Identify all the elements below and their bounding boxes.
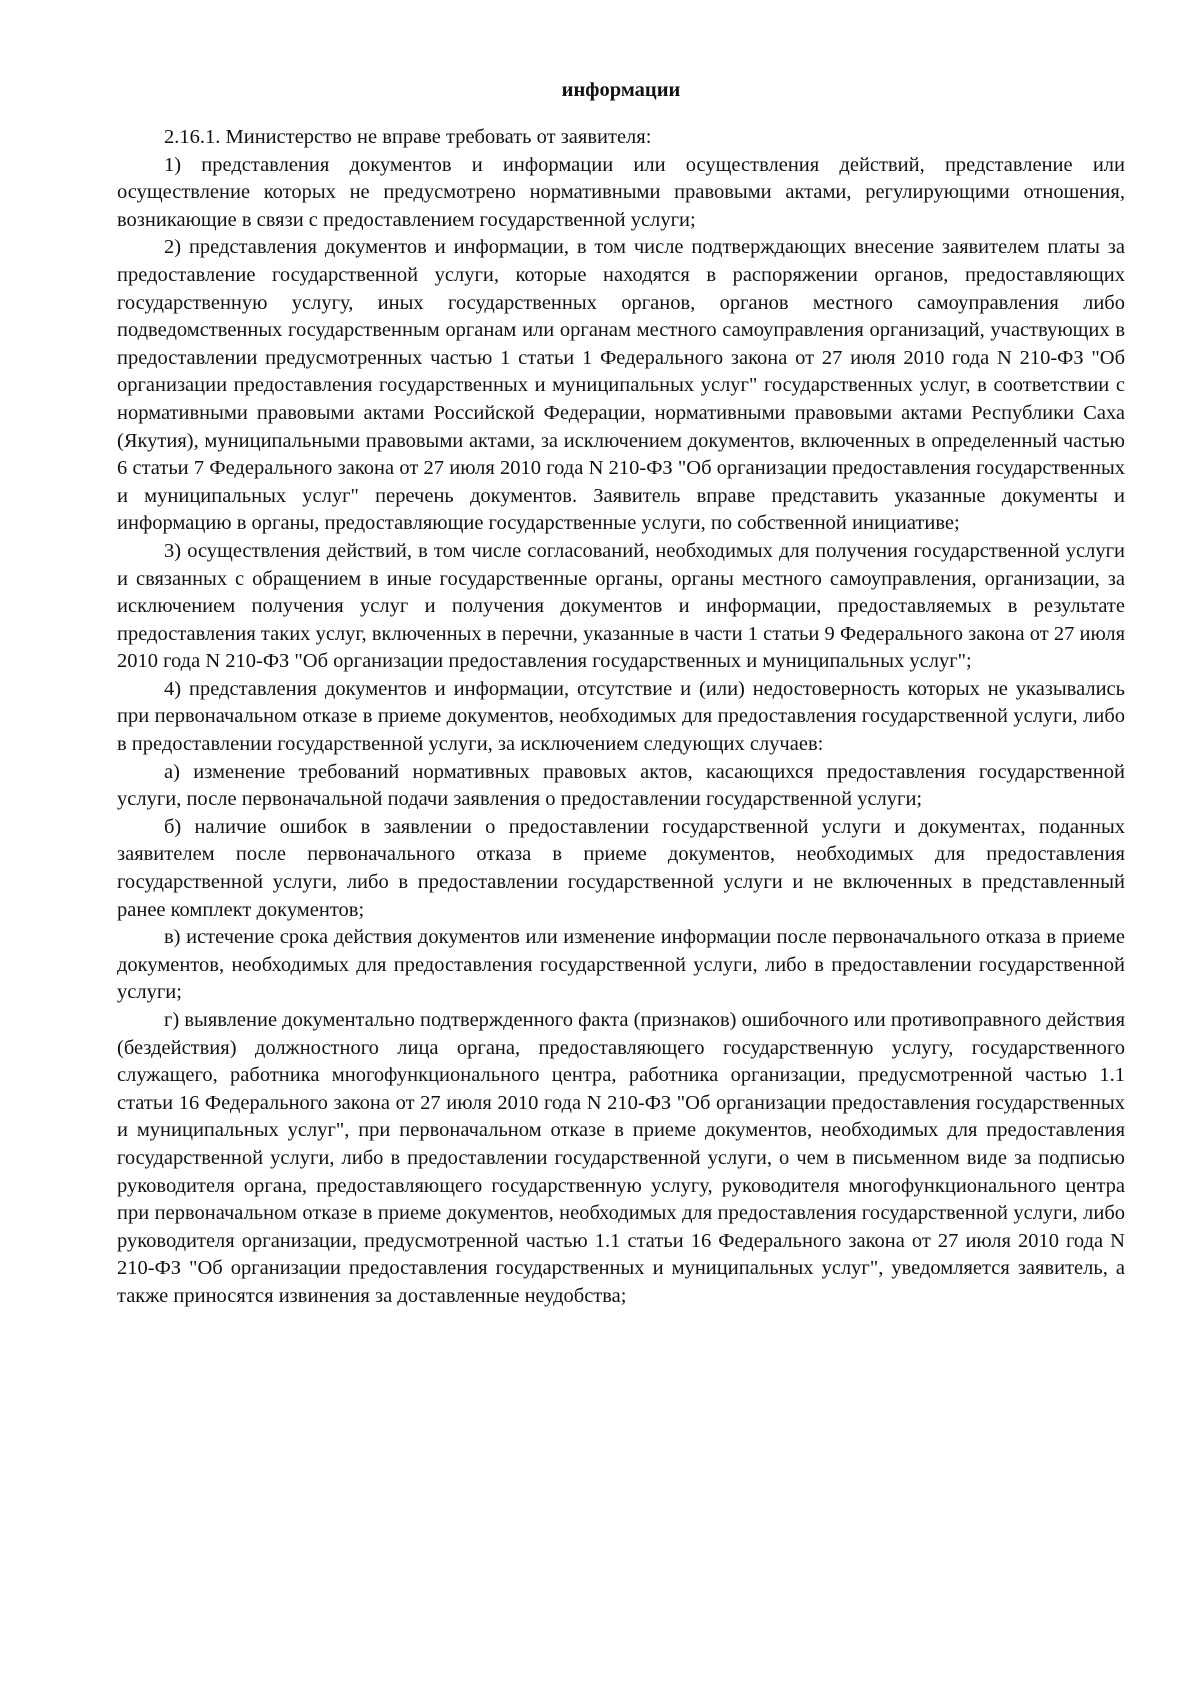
paragraph-subitem-a: а) изменение требований нормативных правовых актов, касающихся предоставления государственной услуги, после первоначальной подачи заявления о предоставлении государственной услуги; xyxy=(117,760,1125,811)
paragraph-item-4: 4) представления документов и информации, отсутствие и (или) недостоверность которых не указывались при первоначальном отказе в приеме документов, необходимых для предоставления государственной услуги, либо в предоставлении государственной услуги, за исключением следующих случаев: xyxy=(117,677,1125,756)
paragraph-item-1: 1) представления документов и информации или осуществления действий, представление или осуществление которых не предусмотрено нормативными правовыми актами, регулирующими отношения, возникающие в связи с предоставлением государственной услуги; xyxy=(117,153,1125,231)
paragraph-item-2: 2) представления документов и информации, в том числе подтверждающих внесение заявителем платы за предоставление государственной услуги, которые находятся в распоряжении органов, предоставляющих государственную услугу, иных государственных органов, органов местного самоуправления либо подведомственных государственным органам или органам местного самоуправления организаций, участвующих в предоставлении предусмотренных частью 1 статьи 1 Федерального закона от 27 июля 2010 года N 210-ФЗ "Об организации предоставления государственных и муниципальных услуг" государственных услуг, в соответствии с нормативными правовыми актами Российской Федерации, нормативными правовыми актами Республики Саха (Якутия), муниципальными правовыми актами, за исключением документов, включенных в определенный частью 6 статьи 7 Федерального закона от 27 июля 2010 года N 210-ФЗ "Об организации предоставления государственных и муниципальных услуг" перечень документов. Заявитель вправе представить указанные документы и информацию в органы, предоставляющие государственные услуги, по собственной инициативе; xyxy=(117,236,1125,535)
paragraph-subitem-v: в) истечение срока действия документов или изменение информации после первоначального отказа в приеме документов, необходимых для предоставления государственной услуги, либо в предоставлении государственной услуги; xyxy=(117,926,1125,1004)
paragraph-2-16-1: 2.16.1. Министерство не вправе требовать от заявителя: xyxy=(164,126,652,148)
paragraph-item-3: 3) осуществления действий, в том числе согласований, необходимых для получения государственной услуги и связанных с обращением в иные государственные органы, органы местного самоуправления, организации, за исключением получения услуг и получения документов и информации, предоставляемых в результате предоставления таких услуг, включенных в перечни, указанные в части 1 статьи 9 Федерального закона от 27 июля 2010 года N 210-ФЗ "Об организации предоставления государственных и муниципальных услуг"; xyxy=(117,539,1125,673)
paragraph-subitem-g: г) выявление документально подтвержденного факта (признаков) ошибочного или противоправного действия (бездействия) должностного лица органа, предоставляющего государственную услугу, государственного служащего, работника многофункционального центра, работника организации, предусмотренной частью 1.1 статьи 16 Федерального закона от 27 июля 2010 года N 210-ФЗ "Об организации предоставления государственных и муниципальных услуг", при первоначальном отказе в приеме документов, необходимых для предоставления государственной услуги, либо в предоставлении государственной услуги, о чем в письменном виде за подписью руководителя органа, предоставляющего государственную услугу, руководителя многофункционального центра при первоначальном отказе в приеме документов, необходимых для предоставления государственной услуги, либо руководителя организации, предусмотренной частью 1.1 статьи 16 Федерального закона от 27 июля 2010 года N 210-ФЗ "Об организации предоставления государственных и муниципальных услуг", уведомляется заявитель, а также приносятся извинения за доставленные неудобства; xyxy=(117,1009,1125,1307)
paragraph-subitem-b: б) наличие ошибок в заявлении о предоставлении государственной услуги и документах, поданных заявителем после первоначального отказа в приеме документов, необходимых для предоставления государственной услуги, либо в предоставлении государственной услуги и не включенных в представленный ранее комплект документов; xyxy=(117,815,1125,921)
section-title: информации xyxy=(561,79,681,101)
document-page xyxy=(117,76,1125,1311)
